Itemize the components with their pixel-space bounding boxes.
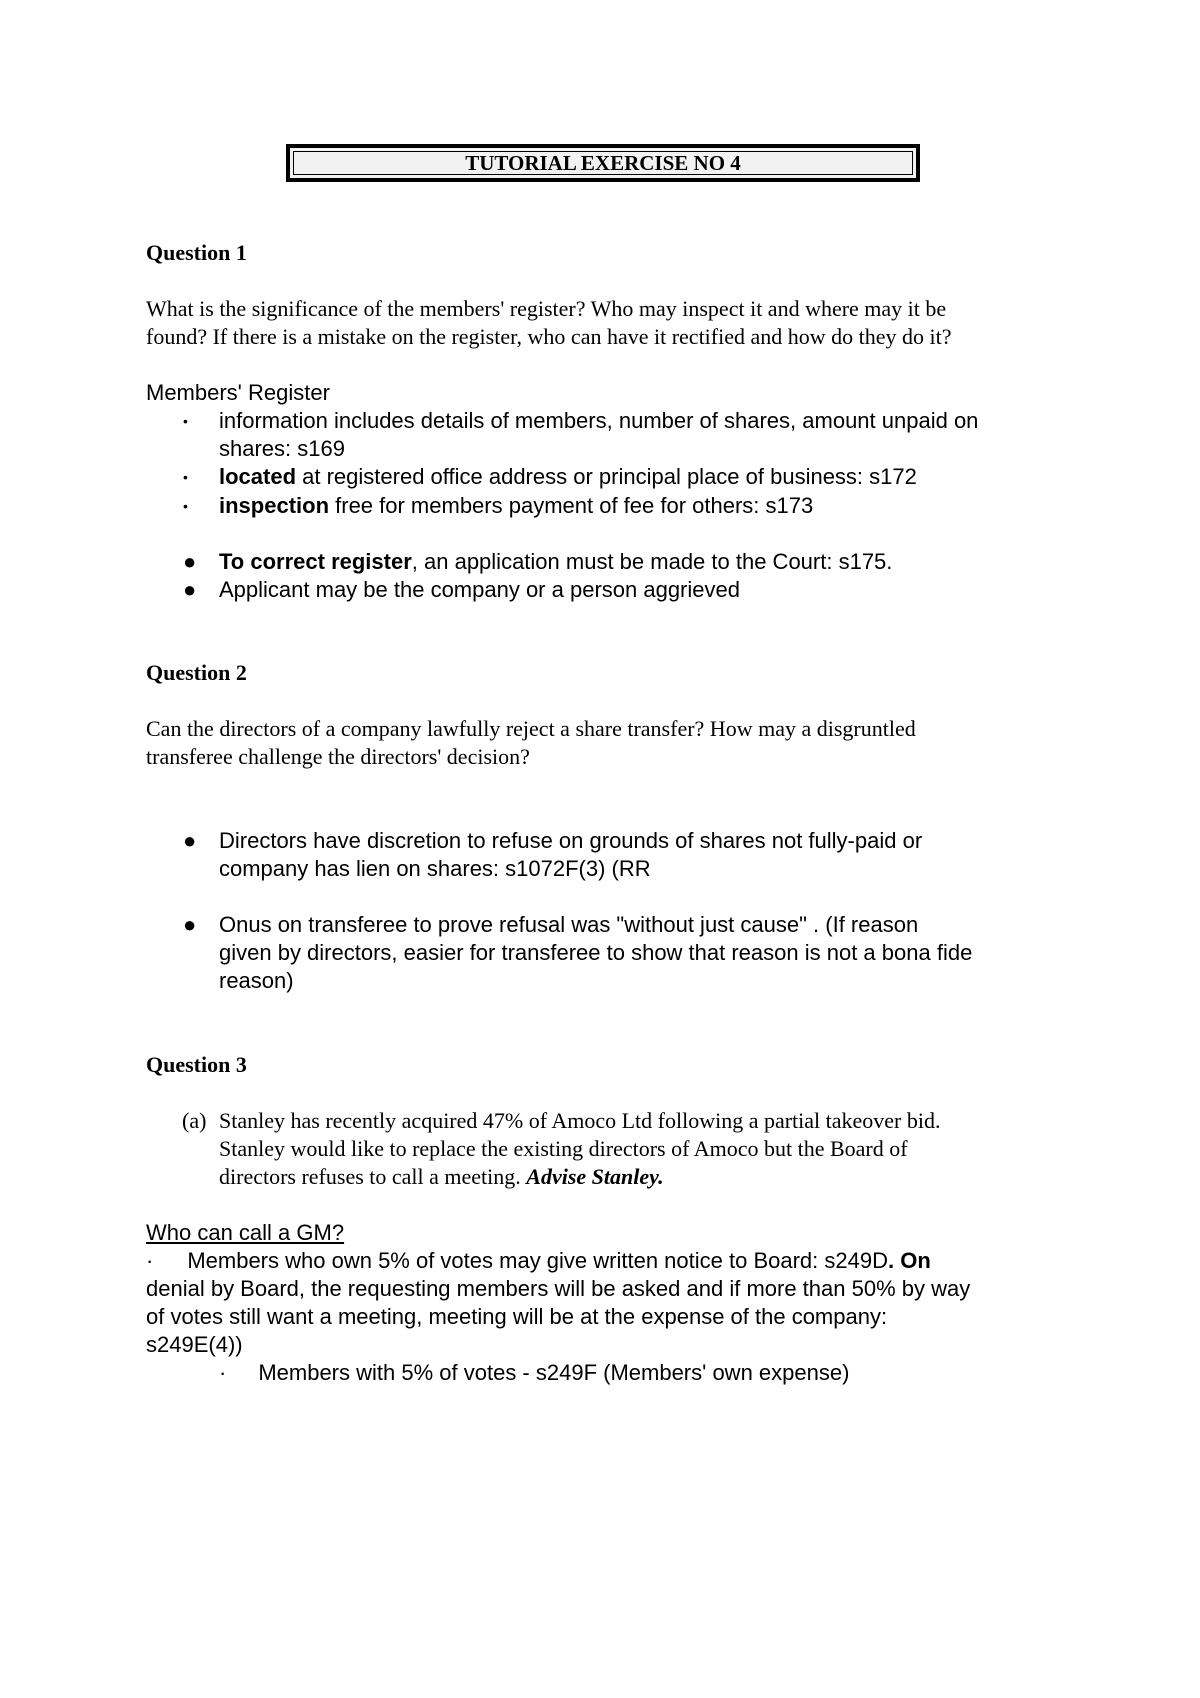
emphasis: . On [888,1248,931,1273]
document-title: TUTORIAL EXERCISE NO 4 [286,144,920,182]
bullet-icon: ● [183,828,197,853]
text-line: s249E(4)) [146,1332,243,1357]
list-item-text [219,492,1089,520]
question-1-text-line-1: What is the significance of the members' register? Who may inspect it and where may it be [146,296,947,321]
part-a-label: (a) [182,1108,207,1133]
text-line: information includes details of members, number of shares, amount unpaid on [219,408,979,433]
bullet-icon: · [219,1360,227,1385]
text-line: denial by Board, the requesting members will be asked and if more than 50% by way [146,1276,971,1301]
bullet-icon: · [146,1248,154,1273]
text-line [219,1163,1079,1191]
list-item-text [219,911,1089,995]
bullet-icon: • [183,469,188,485]
text: Members with 5% of votes - s249F (Members' own expense) [258,1360,850,1385]
text-line: shares: s169 [219,436,345,461]
bullet-icon: ● [183,912,197,937]
text-line: Stanley has recently acquired 47% of Amoco Ltd following a partial takeover bid. [219,1108,941,1133]
emphasis: Advise Stanley. [526,1164,664,1189]
gm-paragraph-1 [146,1247,1076,1359]
text-line: Stanley would like to replace the existing directors of Amoco but the Board of [219,1136,908,1161]
text-line: company has lien on shares: s1072F(3) (RR [219,856,651,881]
emphasis: inspection [219,493,330,518]
text: at registered office address or principal place of business: s172 [296,464,917,489]
gm-item-2 [219,1359,849,1387]
text-line: Onus on transferee to prove refusal was "without just cause" . (If reason [219,912,919,937]
text-line [146,1247,1076,1275]
question-2-text-line-1: Can the directors of a company lawfully reject a share transfer? How may a disgruntled [146,716,916,741]
text: Members who own 5% of votes may give written notice to Board: s249D [187,1248,888,1273]
members-register-label: Members' Register [146,380,330,405]
text-line: Directors have discretion to refuse on grounds of shares not fully-paid or [219,828,923,853]
part-a-text [219,1107,1079,1191]
list-item-text: Applicant may be the company or a person aggrieved [219,577,740,602]
bullet-icon: • [183,413,188,429]
text: free for members payment of fee for others: s173 [329,493,814,518]
list-item-text [219,548,1089,576]
question-2-heading: Question 2 [146,660,247,685]
emphasis: located [219,464,297,489]
text: , an application must be made to the Court: s175. [411,549,893,574]
bullet-icon: ● [183,549,197,574]
emphasis: To correct register [219,549,412,574]
text-line: given by directors, easier for transferee to show that reason is not a bona fide [219,940,973,965]
bullet-icon: • [183,498,188,514]
text: directors refuses to call a meeting. [219,1164,527,1189]
question-2-text-line-2: transferee challenge the directors' decision? [146,744,530,769]
question-3-heading: Question 3 [146,1052,247,1077]
gm-heading: Who can call a GM? [146,1220,345,1245]
list-item-text [219,827,1089,883]
list-item-text [219,463,1089,491]
text-line: of votes still want a meeting, meeting will be at the expense of the company: [146,1304,888,1329]
question-1-text-line-2: found? If there is a mistake on the register, who can have it rectified and how do they do it? [146,324,952,349]
question-1-heading: Question 1 [146,240,247,265]
text-line: reason) [219,968,294,993]
list-item-text [219,407,1089,463]
bullet-icon: ● [183,577,197,602]
